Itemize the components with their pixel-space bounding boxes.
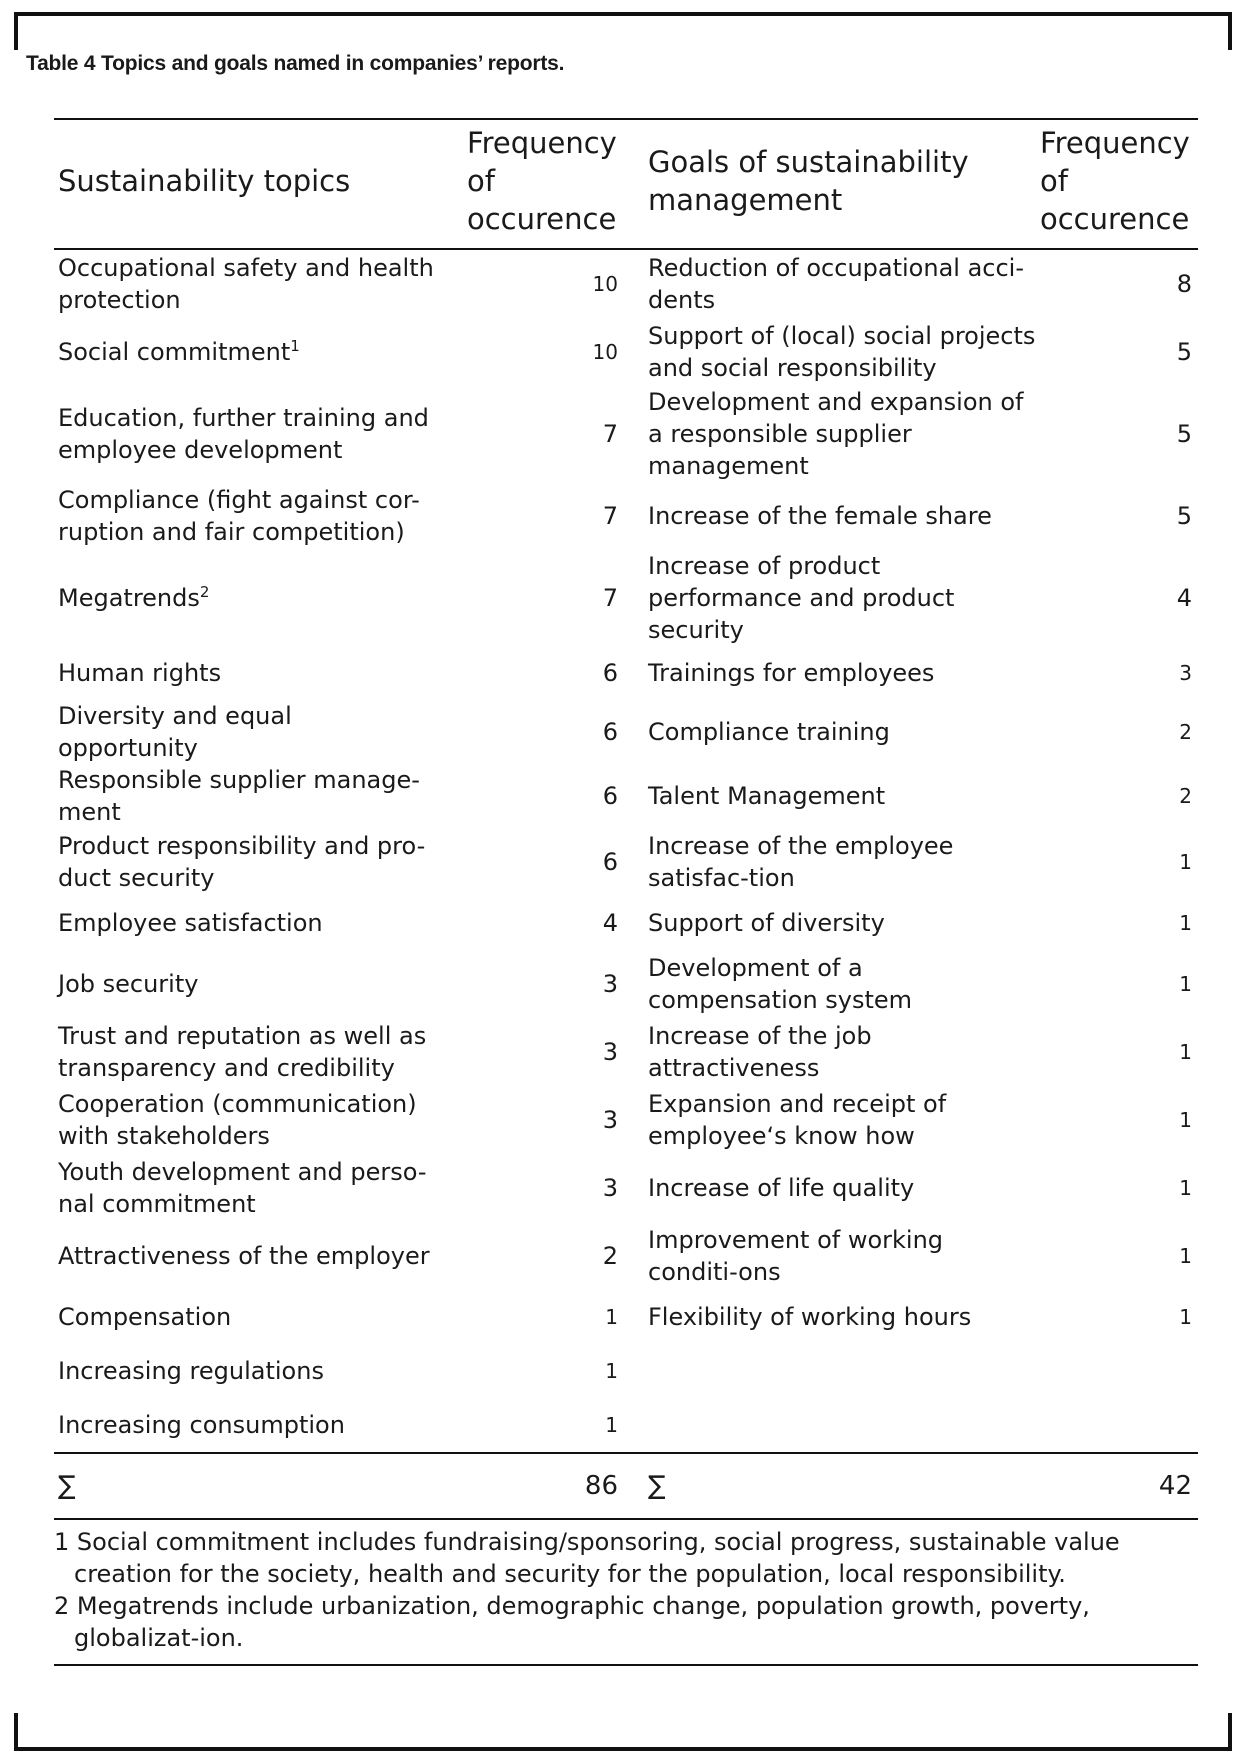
sum-symbol-goals: ∑ [648,1471,666,1501]
topic-frequency-cell: 7 [602,502,618,530]
topic-text: Compensation [58,1303,232,1331]
goal-frequency-cell: 2 [1179,720,1192,744]
topic-text: Education, further training and employee development [58,404,429,464]
footnote-marker: 2 [199,583,210,601]
header-row [54,120,1198,248]
goal-cell: Increase of product performance and product security [648,552,955,644]
bottom-bracket-line [14,1747,1232,1751]
topic-frequency-cell: 3 [602,970,618,998]
goal-frequency-cell: 1 [1179,911,1192,935]
topic-cell [54,896,436,950]
bottom-bracket-right-tick [1228,1713,1232,1751]
table-row [54,1086,1198,1154]
top-bracket-right-tick [1228,12,1232,50]
topic-text: Trust and reputation as well as transparency and credibility [58,1022,427,1082]
table-row [54,250,1198,318]
goal-frequency-cell: 1 [1179,1244,1192,1268]
goal-cell: Development and expansion of a responsible supplier management [648,388,1024,480]
topic-text: Employee satisfaction [58,909,323,937]
table-row [54,482,1198,550]
topic-text: Product responsibility and pro-duct security [58,832,426,892]
topic-cell [54,1086,436,1154]
header-goals: Goals of sustainability management [648,145,969,217]
sum-symbol-topics: ∑ [58,1471,76,1501]
topic-frequency-cell: 1 [605,1305,618,1329]
goal-frequency-cell: 1 [1179,1040,1192,1064]
topic-frequency-cell: 3 [602,1174,618,1202]
topic-frequency-cell: 10 [592,340,618,364]
table-row [54,764,1198,828]
top-bracket-line [14,12,1232,16]
goal-frequency-cell: 4 [1176,584,1192,612]
footnotes [54,1520,1198,1664]
goal-frequency-cell: 1 [1179,1305,1192,1329]
table-row [54,950,1198,1018]
goal-cell: Improvement of working conditi-ons [648,1226,944,1286]
goal-frequency-cell: 1 [1179,1108,1192,1132]
goal-cell: Talent Management [648,782,886,810]
footnote-1: 1 Social commitment includes fundraising/sponsoring, social progress, sustainable value creation for the society, health and security for the population, local responsibility. [54,1528,1120,1588]
top-bracket-left-tick [14,12,18,50]
topic-text: Compliance (fight against cor-ruption and fair competition) [58,486,420,546]
table-row [54,700,1198,764]
topic-text: Job security [58,970,199,998]
footnote-2: 2 Megatrends include urbanization, demographic change, population growth, poverty, globalizat-ion. [54,1592,1090,1652]
goal-cell: Support of (local) social projects and social responsibility [648,322,1036,382]
topic-frequency-cell: 7 [602,584,618,612]
table-row [54,1222,1198,1290]
topic-frequency-cell: 7 [602,420,618,448]
topic-cell [54,1398,436,1452]
sum-goals-total: 42 [1158,1471,1192,1501]
goal-cell: Flexibility of working hours [648,1303,972,1331]
topic-frequency-cell: 3 [602,1038,618,1066]
topic-cell [54,700,436,764]
goal-frequency-cell: 8 [1176,270,1192,298]
table-body [54,250,1198,1452]
topic-text: Attractiveness of the employer [58,1242,430,1270]
goal-frequency-cell: 5 [1176,338,1192,366]
goal-cell: Compliance training [648,718,890,746]
topic-cell [54,646,436,700]
goal-frequency-cell: 5 [1176,502,1192,530]
table-row [54,896,1198,950]
goal-cell: Reduction of occupational acci-dents [648,254,1024,314]
goal-cell [624,1398,1036,1452]
table-row [54,1290,1198,1344]
topic-cell [54,764,436,828]
topic-cell [54,1290,436,1344]
topic-frequency-cell: 6 [602,782,618,810]
goal-cell: Expansion and receipt of employee‘s know how [648,1090,947,1150]
topic-cell [54,386,436,482]
topics-goals-table [54,120,1198,248]
topic-cell [54,1018,436,1086]
goal-cell: Increase of the employee satisfac-tion [648,832,954,892]
header-goals-frequency: Frequency of occurence [1040,126,1190,236]
goal-cell: Trainings for employees [648,659,935,687]
topic-cell [54,950,436,1018]
sum-row [54,1454,1198,1518]
goal-frequency-cell: 1 [1179,1176,1192,1200]
topic-text: Youth development and perso-nal commitment [58,1158,427,1218]
goal-frequency-cell: 1 [1179,850,1192,874]
table-row [54,1398,1198,1452]
topic-cell [54,318,436,386]
topic-text: Cooperation (communication) with stakeholders [58,1090,417,1150]
table-container [54,118,1198,1666]
topic-cell [54,828,436,896]
goal-frequency-cell: 3 [1179,661,1192,685]
goal-cell [624,1344,1036,1398]
topic-text: Increasing consumption [58,1411,345,1439]
sum-table [54,1454,1198,1518]
table-row [54,318,1198,386]
topic-text: Social commitment [58,338,291,366]
table-caption: Table 4 Topics and goals named in companies’ reports. [26,52,565,75]
bottom-bracket-left-tick [14,1713,18,1751]
topic-text: Human rights [58,659,222,687]
topic-cell [54,550,436,646]
table-row [54,828,1198,896]
goal-frequency-cell: 2 [1179,784,1192,808]
bottom-rule [54,1664,1198,1666]
topic-cell [54,1222,436,1290]
table-row [54,1344,1198,1398]
topic-cell [54,1154,436,1222]
topic-frequency-cell: 4 [602,909,618,937]
goal-frequency-cell: 5 [1176,420,1192,448]
topic-cell [54,1344,436,1398]
topic-frequency-cell: 3 [602,1106,618,1134]
goal-cell: Development of a compensation system [648,954,913,1014]
table-row [54,1018,1198,1086]
topic-cell [54,482,436,550]
topic-text: Diversity and equal opportunity [58,702,292,762]
goal-frequency-cell: 1 [1179,972,1192,996]
topic-frequency-cell: 6 [602,848,618,876]
topic-frequency-cell: 6 [602,718,618,746]
topic-frequency-cell: 1 [605,1359,618,1383]
topic-frequency-cell: 6 [602,659,618,687]
goal-cell: Increase of the job attractiveness [648,1022,872,1082]
topic-frequency-cell: 10 [592,272,618,296]
goal-frequency-cell [1036,1398,1198,1452]
topic-cell [54,250,436,318]
topic-text: Responsible supplier manage-ment [58,766,420,826]
goal-cell: Support of diversity [648,909,885,937]
goal-cell: Increase of the female share [648,502,992,530]
topic-frequency-cell: 1 [605,1413,618,1437]
header-topics: Sustainability topics [58,164,351,198]
goal-frequency-cell [1036,1344,1198,1398]
table-row [54,1154,1198,1222]
topic-text: Increasing regulations [58,1357,324,1385]
footnote-marker: 1 [290,337,300,355]
table-row [54,646,1198,700]
goal-cell: Increase of life quality [648,1174,915,1202]
sum-topics-total: 86 [584,1471,618,1501]
header-topics-frequency: Frequency of occurence [467,126,617,236]
table-row [54,550,1198,646]
topic-frequency-cell: 2 [602,1242,618,1270]
table-row [54,386,1198,482]
topic-text: Megatrends [58,584,200,612]
topic-text: Occupational safety and health protection [58,254,434,314]
